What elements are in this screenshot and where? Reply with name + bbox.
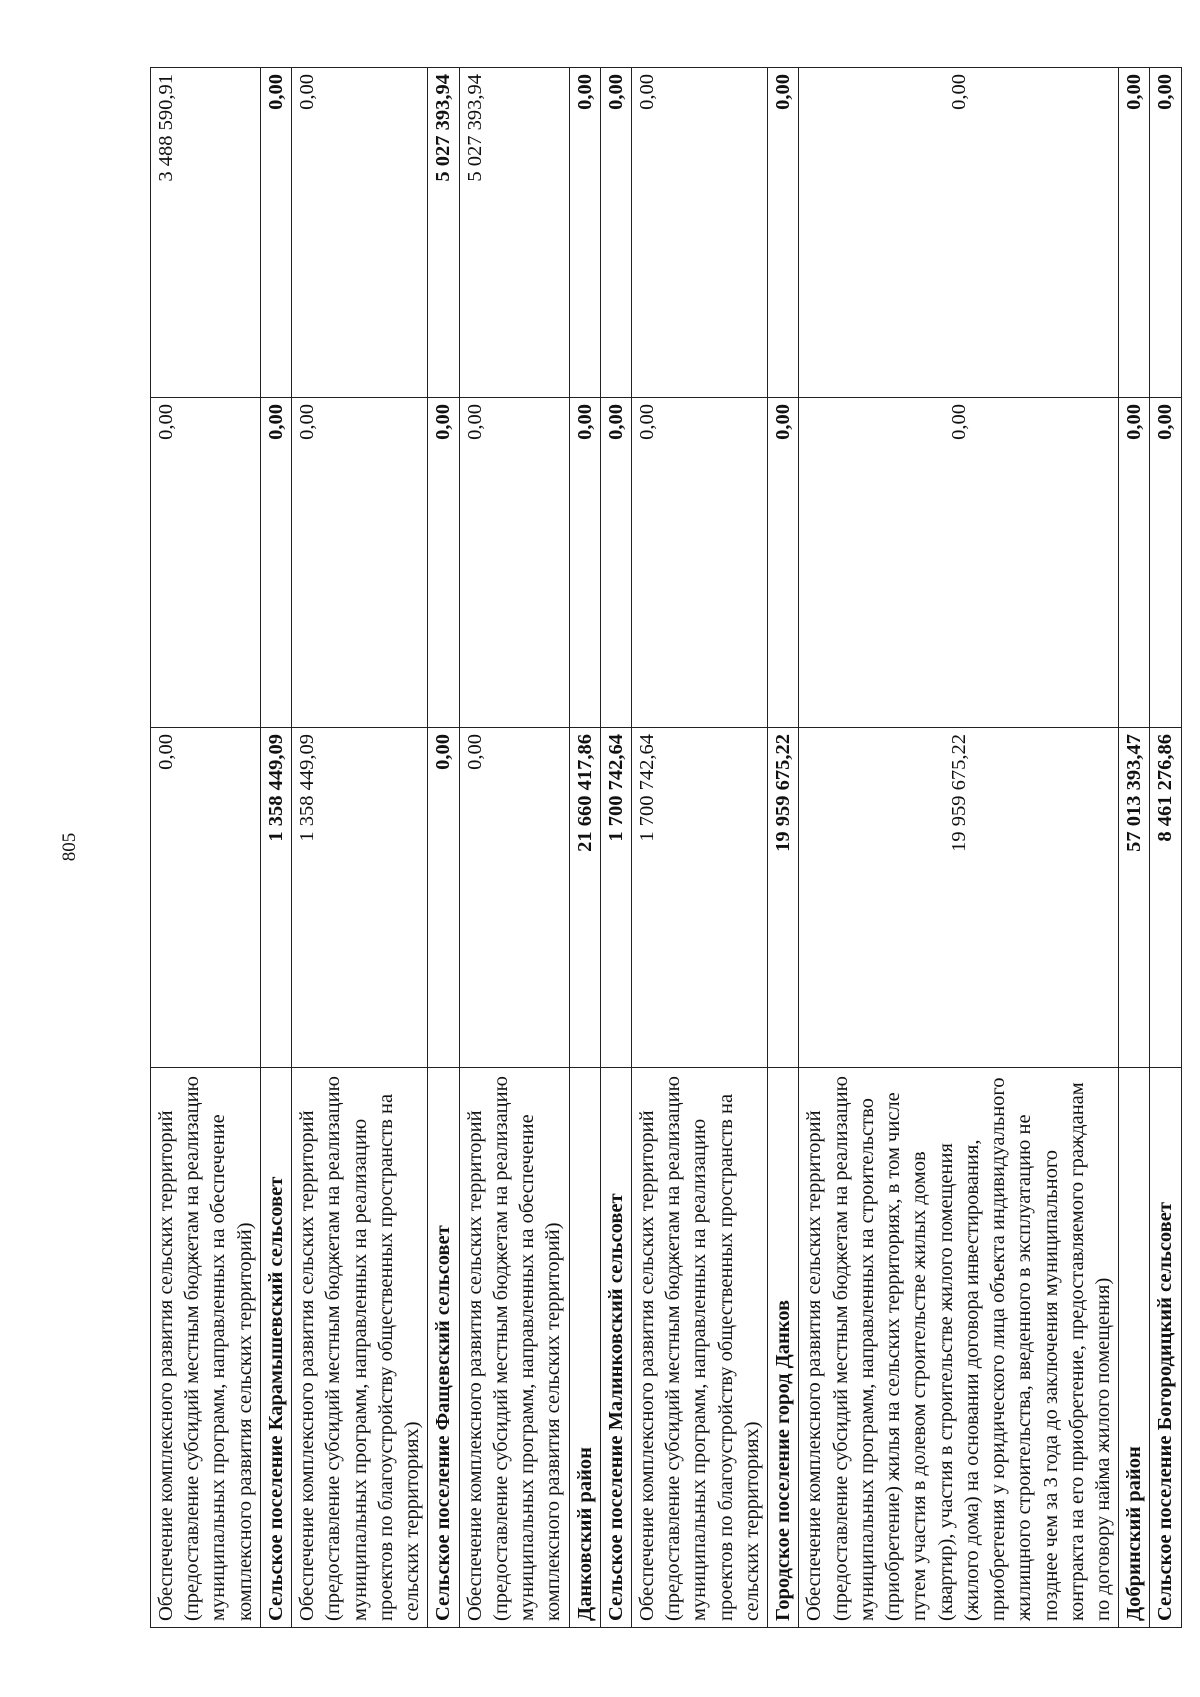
row-value-3: 0,00 [569,68,600,398]
table-row [600,68,631,1628]
table-row [428,68,459,1628]
page-number: 805 [59,832,80,862]
row-value-1: 19 959 675,22 [799,728,1119,1068]
row-value-1: 57 013 393,47 [1119,728,1150,1068]
row-value-2: 0,00 [151,398,261,728]
row-value-2: 0,00 [1119,398,1150,728]
table-row [631,68,767,1628]
row-description: Обеспечение комплексного развития сельских территорий (предоставление субсидий местным бюджетам на реализацию муниципальных программ, направленных на реализацию проектов по благоустройству общественных пространств на сельских территориях) [631,1068,767,1628]
row-value-2: 0,00 [459,398,569,728]
row-value-1: 1 700 742,64 [631,728,767,1068]
row-value-2: 0,00 [292,398,428,728]
row-value-2: 0,00 [260,398,291,728]
row-description: Сельское поселение Карамышевский сельсовет [260,1068,291,1628]
row-description: Сельское поселение Малинковский сельсовет [600,1068,631,1628]
rotated-table-wrapper [150,68,1177,1628]
row-value-2: 0,00 [569,398,600,728]
row-value-3: 0,00 [631,68,767,398]
row-value-1: 1 358 449,09 [292,728,428,1068]
row-value-3: 0,00 [799,68,1119,398]
row-value-3: 0,00 [292,68,428,398]
table-row [260,68,291,1628]
row-description: Обеспечение комплексного развития сельских территорий (предоставление субсидий местным бюджетам на реализацию муниципальных программ, направленных на обеспечение комплексного развития сельских территорий) [151,1068,261,1628]
row-value-2: 0,00 [428,398,459,728]
row-value-3: 3 488 590,91 [151,68,261,398]
row-value-1: 0,00 [151,728,261,1068]
row-description: Обеспечение комплексного развития сельских территорий (предоставление субсидий местным бюджетам на реализацию муниципальных программ, направленных на строительство (приобретение) жилья на сельских территориях, в том числе путем участия в долевом строительстве жилых домов (квартир), участия в строительстве жилого помещения (жилого дома) на основании договора инвестирования, приобретения у юридического лица объекта индивидуального жилищного строительства, введенного в эксплуатацию не позднее чем за 3 года до заключения муниципального контракта на его приобретение, предоставляемого гражданам по договору найма жилого помещения) [799,1068,1119,1628]
table-row [459,68,569,1628]
row-value-1: 0,00 [459,728,569,1068]
row-description: Обеспечение комплексного развития сельских территорий (предоставление субсидий местным бюджетам на реализацию муниципальных программ, направленных на реализацию проектов по благоустройству общественных пространств на сельских территориях) [292,1068,428,1628]
row-value-3: 0,00 [768,68,799,398]
row-description: Сельское поселение Богородицкий сельсовет [1150,1068,1181,1628]
row-value-3: 0,00 [260,68,291,398]
row-description: Обеспечение комплексного развития сельских территорий (предоставление субсидий местным бюджетам на реализацию муниципальных программ, направленных на обеспечение комплексного развития сельских территорий) [459,1068,569,1628]
row-value-2: 0,00 [799,398,1119,728]
table-row [768,68,799,1628]
row-value-2: 0,00 [768,398,799,728]
table-body [151,68,1182,1628]
table-row [292,68,428,1628]
budget-table [150,67,1182,1628]
row-value-1: 1 700 742,64 [600,728,631,1068]
row-value-3: 5 027 393,94 [428,68,459,398]
row-description: Данковский район [569,1068,600,1628]
table-row [1150,68,1181,1628]
row-value-3: 0,00 [1119,68,1150,398]
row-description: Добринский район [1119,1068,1150,1628]
row-value-1: 21 660 417,86 [569,728,600,1068]
row-value-1: 19 959 675,22 [768,728,799,1068]
row-value-1: 1 358 449,09 [260,728,291,1068]
table-row [799,68,1119,1628]
table-row [1119,68,1150,1628]
row-value-2: 0,00 [631,398,767,728]
row-value-3: 0,00 [1150,68,1181,398]
row-description: Сельское поселение Фащевский сельсовет [428,1068,459,1628]
row-value-3: 5 027 393,94 [459,68,569,398]
row-description: Городское поселение город Данков [768,1068,799,1628]
row-value-1: 8 461 276,86 [1150,728,1181,1068]
row-value-1: 0,00 [428,728,459,1068]
row-value-3: 0,00 [600,68,631,398]
row-value-2: 0,00 [1150,398,1181,728]
table-row [569,68,600,1628]
row-value-2: 0,00 [600,398,631,728]
table-row [151,68,261,1628]
